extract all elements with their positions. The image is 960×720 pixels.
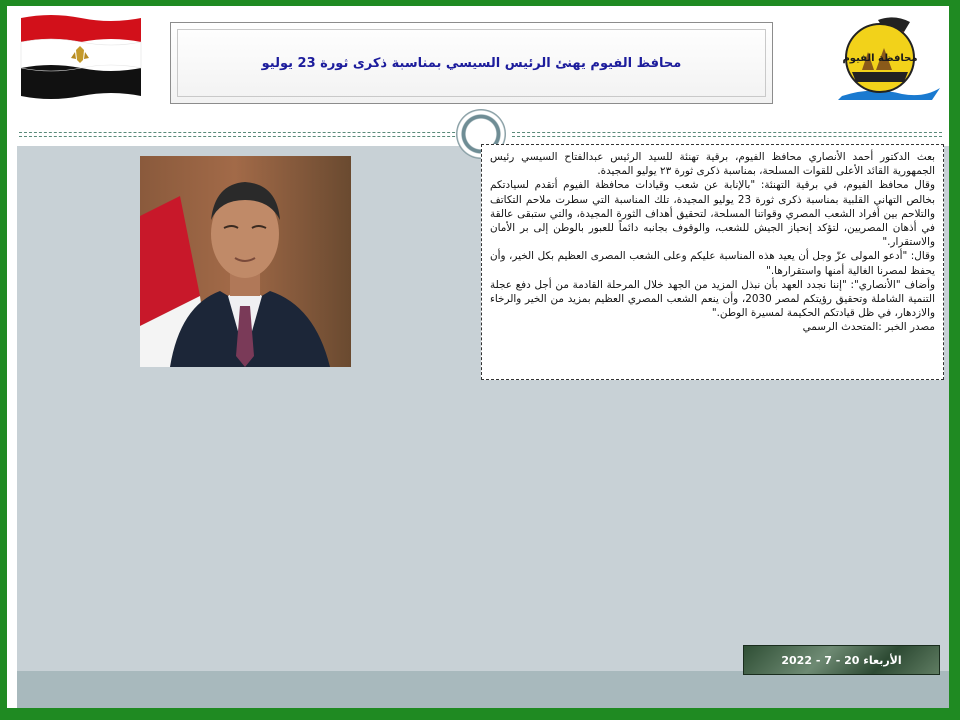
footer-band <box>17 671 949 708</box>
headline[interactable]: محافظ الفيوم يهنئ الرئيس السيسي بمناسبة ذكرى ثورة 23 يوليو <box>261 55 682 71</box>
divider-line <box>512 132 942 133</box>
headline-box <box>170 22 773 104</box>
article-paragraph: وقال محافظ الفيوم، في برقية التهنئة: "بالإنابة عن شعب وقيادات محافظة الفيوم أتقدم لسيادتكم بخالص التهاني القلبية بمناسبة ذكرى ثورة 23 يوليو المجيدة، تلك المناسبة التي سطرت ملاحم التكاتف والتلاحم بين أفراد الشعب المصري وقواتنا المسلحة، لتحقيق أهداف الثورة المجيدة، والتي ستبقى عالقة في أذهان المصريين، لتؤكد إنحياز الجيش للشعب، والوقوف بجانبه دائماً للعبور بالوطن إلى بر الأمان والاستقرار." <box>490 179 935 249</box>
egypt-flag-icon <box>17 12 145 100</box>
article-body <box>481 144 944 380</box>
headline-box-inner <box>177 29 766 97</box>
logo-text: محافظة الفيوم <box>842 53 918 64</box>
page-frame <box>7 6 949 708</box>
article-paragraph: وأضاف "الأنصاري": "إننا نجدد العهد بأن نبذل المزيد من الجهد خلال المرحلة القادمة من أجل دفع عجلة التنمية الشاملة وتحقيق رؤيتكم لمصر 2030، وأن ينعم الشعب المصري العظيم بمزيد من الخير والرخاء والازدهار، في ظل قيادتكم الحكيمة لمسيرة الوطن." <box>490 278 935 320</box>
divider-line <box>19 132 475 133</box>
date-badge <box>743 645 940 675</box>
divider-line <box>19 136 475 137</box>
article-paragraph: وقال: "أدعو المولى عزّ وجل أن يعيد هذه المناسبة عليكم وعلى الشعب المصرى العظيم بكل الخير، وأن يحفظ لمصرنا الغالية أمنها واستقرارها." <box>490 250 935 277</box>
fayoum-governorate-logo-icon <box>832 12 942 102</box>
date-text: الأربعاء 20 - 7 - 2022 <box>781 653 902 667</box>
divider-line <box>512 136 942 137</box>
article-source: مصدر الخبر :المتحدث الرسمي <box>802 321 935 334</box>
article-paragraph: بعث الدكتور أحمد الأنصاري محافظ الفيوم، برقية تهنئة للسيد الرئيس عبدالفتاح السيسي رئيس الجمهورية القائد الأعلى للقوات المسلحة، بمناسبة ذكرى ثورة ٢٣ يوليو المجيدة. <box>490 151 935 178</box>
president-portrait-icon <box>140 156 351 367</box>
